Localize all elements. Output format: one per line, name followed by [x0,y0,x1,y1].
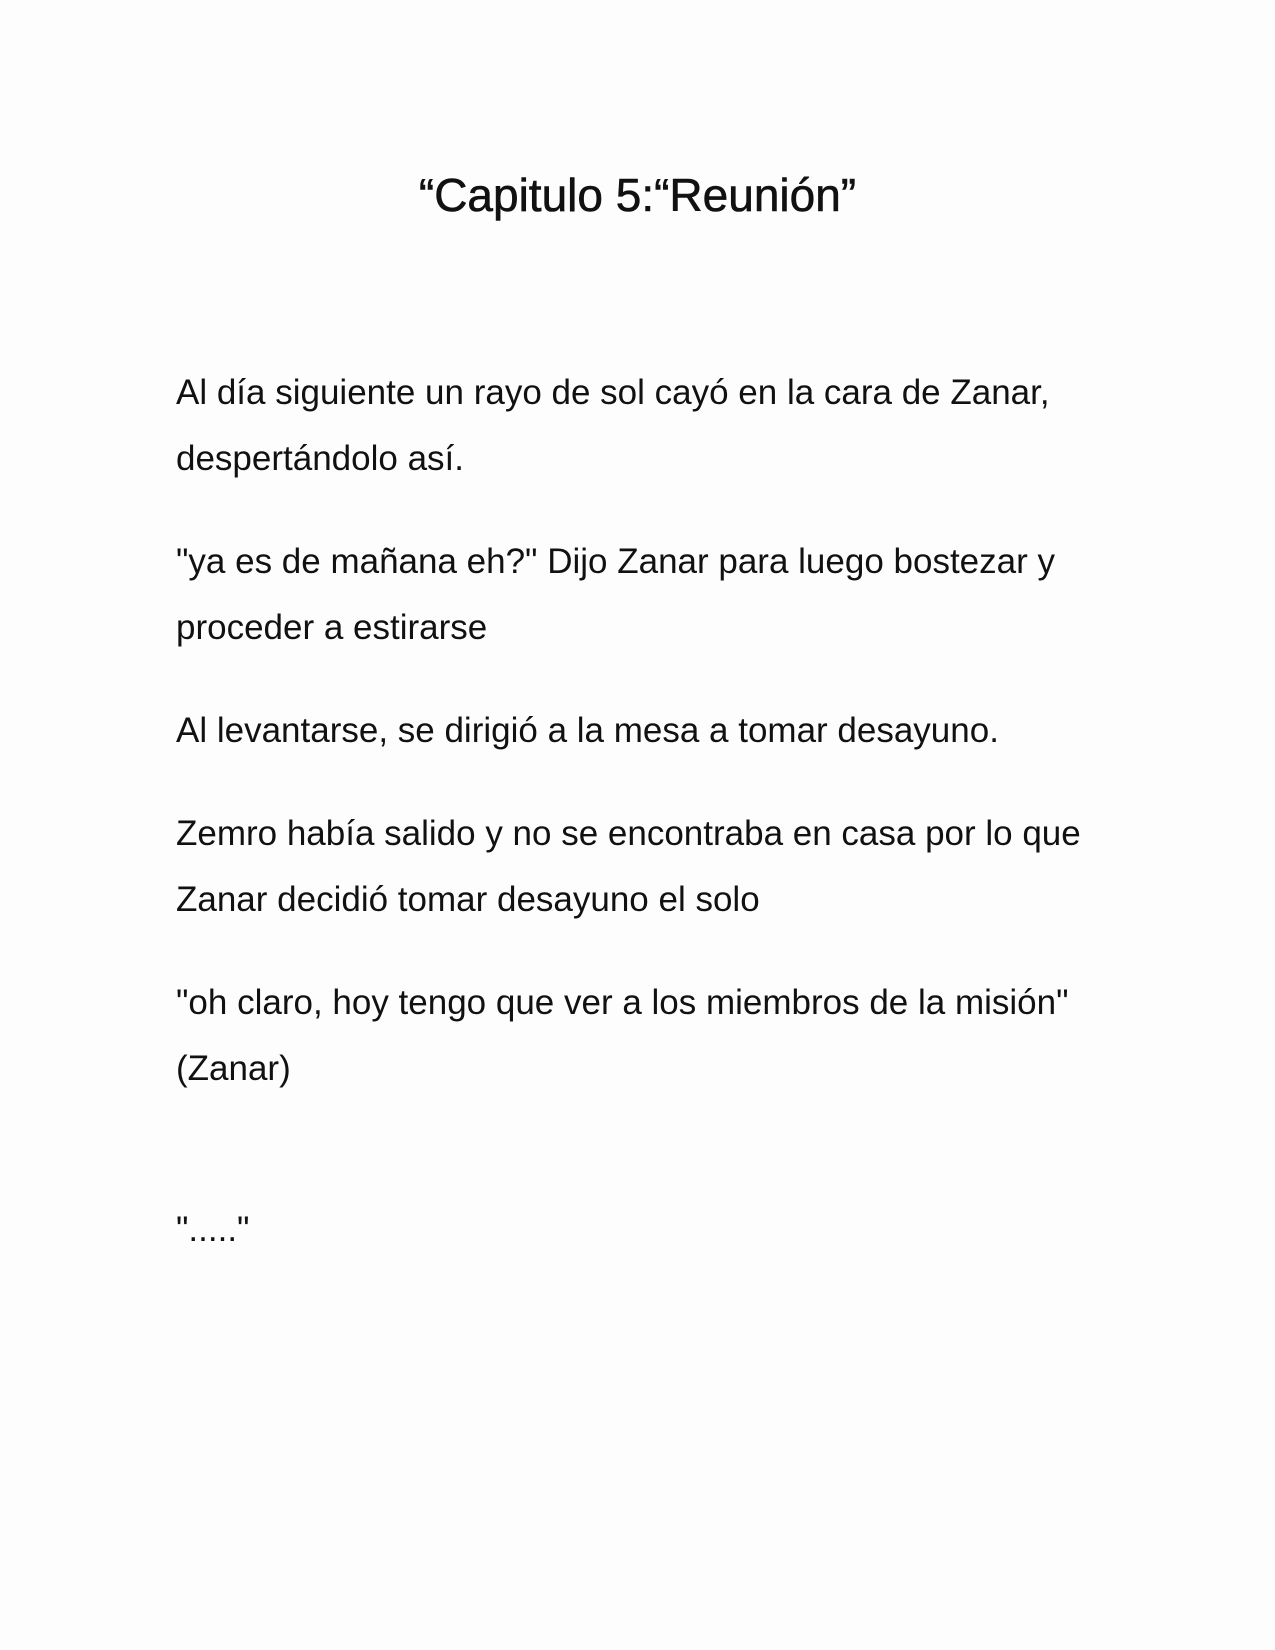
paragraph-4: Zemro había salido y no se encontraba en casa por lo que Zanar decidió tomar desayuno el solo [176,814,1081,919]
paragraph-3: Al levantarse, se dirigió a la mesa a tomar desayuno. [176,711,999,750]
chapter-title: “Capitulo 5:“Reunión” [418,169,857,221]
chapter-body [176,360,1116,1300]
paragraph-5: "oh claro, hoy tengo que ver a los miembros de la misión" (Zanar) [176,983,1069,1088]
paragraph-2: "ya es de mañana eh?" Dijo Zanar para luego bostezar y proceder a estirarse [176,542,1055,647]
paragraph-6: "....." [176,1210,250,1249]
paragraph-1: Al día siguiente un rayo de sol cayó en la cara de Zanar, despertándolo así. [176,373,1050,478]
